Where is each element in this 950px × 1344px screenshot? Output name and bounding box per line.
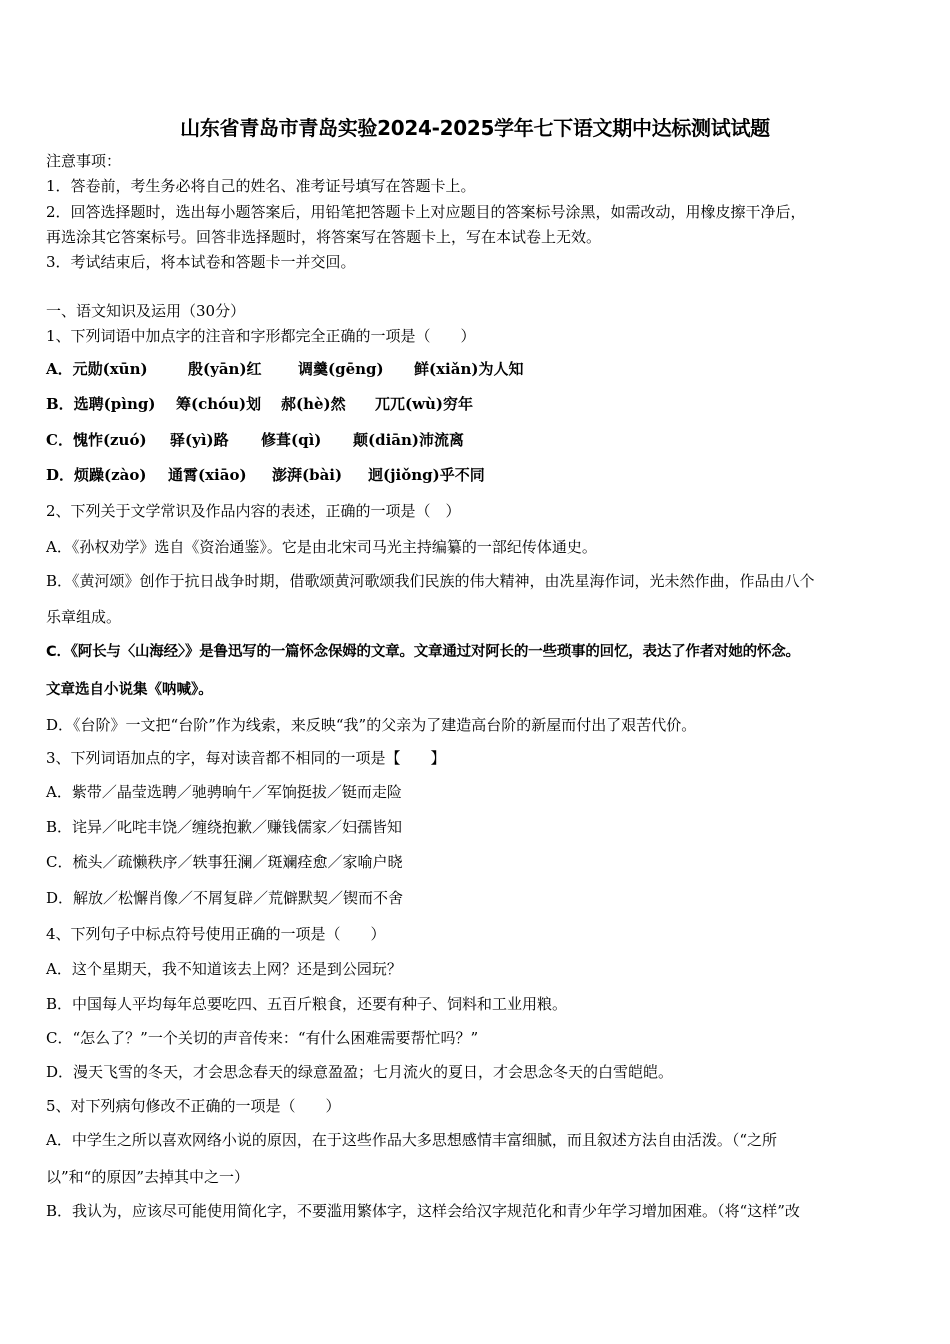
q2-option-b: B．《黄河颂》创作于抗日战争时期，借歌颂黄河歌颂我们民族的伟大精神，由冼星海作词，光未然作曲，作品由八个	[46, 572, 815, 590]
q1-d-word-1: D．烦躁(zào)	[46, 466, 147, 484]
q4-option-c: C．“怎么了？”一个关切的声音传来：“有什么困难需要帮忙吗？”	[46, 1029, 479, 1047]
q1-d-word-3: 澎湃(bài)	[272, 466, 343, 484]
q3-option-d: D．解放／松懈肖像／不屑复辟／荒僻默契／锲而不舍	[46, 889, 404, 907]
q4-stem: 4、下列句子中标点符号使用正确的一项是（ ）	[46, 925, 386, 943]
q1-c-word-2: 驿(yì)路	[170, 431, 229, 449]
q1-a-word-2: 殷(yān)红	[188, 360, 262, 378]
q5-option-a-cont: 以”和“的原因”去掉其中之一）	[46, 1168, 250, 1186]
q1-d-word-4: 迥(jiǒng)乎不同	[368, 466, 485, 484]
q1-a-word-4: 鲜(xiǎn)为人知	[414, 360, 524, 378]
q1-c-word-4: 颠(diān)沛流离	[353, 431, 465, 449]
q5-stem: 5、对下列病句修改不正确的一项是（ ）	[46, 1097, 341, 1115]
q3-option-a: A．紫带／晶莹选聘／驰骋晌午／军饷挺拔／铤而走险	[46, 783, 402, 801]
q4-option-b: B．中国每人平均每年总要吃四、五百斤粮食，还要有种子、饲料和工业用粮。	[46, 995, 568, 1013]
q3-option-c: C．梳头／疏懒秩序／轶事狂澜／斑斓痊愈／家喻户晓	[46, 853, 403, 871]
q1-a-word-1: A．元勋(xūn)	[46, 360, 148, 378]
q3-stem: 3、下列词语加点的字，每对读音都不相同的一项是【 】	[46, 749, 446, 767]
q1-b-word-4: 兀兀(wù)穷年	[375, 395, 474, 413]
q1-d-word-2: 通霄(xiāo)	[168, 466, 247, 484]
q2-option-a: A．《孙权劝学》选自《资治通鉴》。它是由北宋司马光主持编纂的一部纪传体通史。	[46, 538, 597, 556]
notice-item-3: 3．考试结束后，将本试卷和答题卡一并交回。	[46, 253, 356, 271]
page-title: 山东省青岛市青岛实验2024-2025学年七下语文期中达标测试试题	[180, 116, 770, 140]
q5-option-b: B．我认为，应该尽可能使用简化字，不要滥用繁体字，这样会给汉字规范化和青少年学习增加困难。（将“这样”改	[46, 1202, 800, 1220]
q3-option-b: B．诧异／叱咤丰饶／缠绕抱歉／赚钱儒家／妇孺皆知	[46, 818, 403, 836]
section-heading: 一、语文知识及运用（30分）	[46, 302, 246, 320]
notice-heading: 注意事项：	[46, 152, 122, 170]
q4-option-d: D．漫天飞雪的冬天，才会思念春天的绿意盈盈；七月流火的夏日，才会思念冬天的白雪皑皑。	[46, 1063, 674, 1081]
q1-b-word-2: 筹(chóu)划	[176, 395, 262, 413]
q1-a-word-3: 调羹(gēng)	[298, 360, 384, 378]
q2-option-c: C．《阿长与〈山海经〉》是鲁迅写的一篇怀念保姆的文章。文章通过对阿长的一些琐事的回忆，表达了作者对她的怀念。	[46, 644, 800, 660]
notice-item-1: 1．答卷前，考生务必将自己的姓名、准考证号填写在答题卡上。	[46, 177, 476, 195]
q1-stem: 1、下列词语中加点字的注音和字形都完全正确的一项是（ ）	[46, 327, 476, 345]
q2-option-c-cont: 文章选自小说集《呐喊》。	[46, 682, 213, 698]
q4-option-a: A．这个星期天，我不知道该去上网？还是到公园玩？	[46, 960, 402, 978]
notice-item-2-cont: 再选涂其它答案标号。回答非选择题时，将答案写在答题卡上，写在本试卷上无效。	[46, 228, 602, 246]
q2-option-b-cont: 乐章组成。	[46, 608, 122, 626]
q2-stem: 2、下列关于文学常识及作品内容的表述，正确的一项是（ ）	[46, 502, 461, 520]
q2-option-d: D．《台阶》一文把“台阶”作为线索，来反映“我”的父亲为了建造高台阶的新屋而付出了艰苦代价。	[46, 716, 697, 734]
q5-option-a: A．中学生之所以喜欢网络小说的原因，在于这些作品大多思想感情丰富细腻，而且叙述方法自由活泼。（“之所	[46, 1131, 778, 1149]
notice-item-2: 2．回答选择题时，选出每小题答案后，用铅笔把答题卡上对应题目的答案标号涂黑，如需改动，用橡皮擦干净后，	[46, 203, 806, 221]
q1-c-word-1: C．愧怍(zuó)	[46, 431, 147, 449]
q1-c-word-3: 修葺(qì)	[261, 431, 322, 449]
q1-b-word-1: B．选聘(pìng)	[46, 395, 156, 413]
q1-b-word-3: 郝(hè)然	[281, 395, 346, 413]
